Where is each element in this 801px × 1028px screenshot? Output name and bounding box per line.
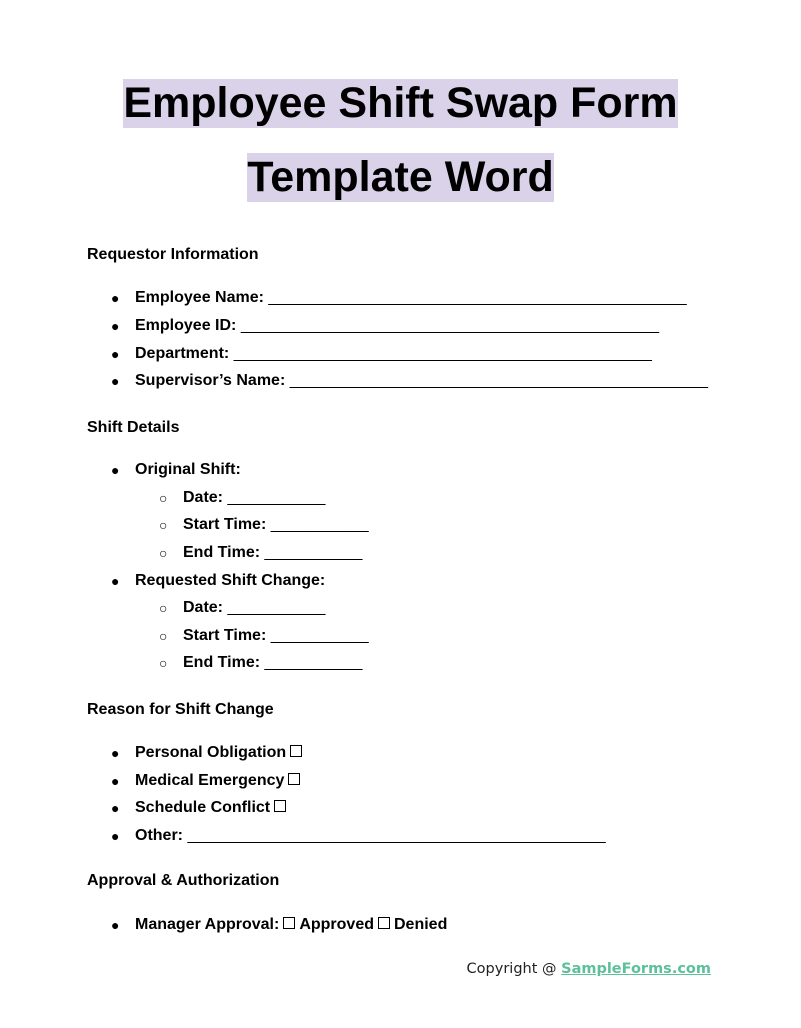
original-shift-label: Original Shift: <box>135 461 241 478</box>
field-label: Date: <box>183 599 224 616</box>
bullet-icon: ● <box>111 917 120 933</box>
original-start-time-field[interactable] <box>183 516 369 534</box>
bullet-icon: ● <box>111 573 120 589</box>
sub-bullet-icon: ○ <box>159 517 168 533</box>
copyright-text: Copyright @ <box>466 961 562 977</box>
section-heading-reason: Reason for Shift Change <box>87 701 274 718</box>
blank-line[interactable]: _______________________________________________ <box>268 289 687 306</box>
requested-start-time-field[interactable] <box>183 627 369 645</box>
bullet-icon: ● <box>111 773 120 789</box>
original-date-field[interactable] <box>183 489 325 507</box>
checkbox[interactable] <box>290 745 302 757</box>
sub-bullet-icon: ○ <box>159 545 168 561</box>
form-title-subtitle: Template Word <box>247 153 554 201</box>
field-label: Department: <box>135 345 230 362</box>
reason-option-personal[interactable] <box>135 744 302 762</box>
sub-bullet-icon: ○ <box>159 600 168 616</box>
field-label: End Time: <box>183 654 261 671</box>
approved-checkbox[interactable] <box>283 917 295 929</box>
blank-line[interactable]: ___________ <box>264 654 363 671</box>
field-label: Other: <box>135 827 183 844</box>
blank-line[interactable]: _______________________________________________ <box>240 317 660 334</box>
bullet-icon: ● <box>111 462 120 478</box>
blank-line[interactable]: _______________________________________________ <box>289 372 708 389</box>
blank-line[interactable]: _______________________________________________ <box>233 345 652 362</box>
section-heading-shift-details: Shift Details <box>87 419 180 436</box>
field-label: Start Time: <box>183 627 267 644</box>
denied-checkbox[interactable] <box>378 917 390 929</box>
original-end-time-field[interactable] <box>183 544 362 562</box>
blank-line[interactable]: ___________ <box>270 627 369 644</box>
bullet-icon: ● <box>111 373 120 389</box>
blank-line[interactable]: ___________ <box>227 489 326 506</box>
field-label: Start Time: <box>183 516 267 533</box>
title-line-1 <box>0 79 801 128</box>
reason-option-medical[interactable] <box>135 772 300 790</box>
blank-line[interactable]: _______________________________________________ <box>187 827 606 844</box>
requested-end-time-field[interactable] <box>183 654 362 672</box>
form-title: Employee Shift Swap Form <box>123 79 678 127</box>
bullet-icon: ● <box>111 318 120 334</box>
option-label: Personal Obligation <box>135 744 287 761</box>
blank-line[interactable]: ___________ <box>264 544 363 561</box>
bullet-icon: ● <box>111 745 120 761</box>
field-label: Employee ID: <box>135 317 237 334</box>
blank-line[interactable]: ___________ <box>270 516 369 533</box>
section-heading-requestor: Requestor Information <box>87 246 259 263</box>
manager-approval-row <box>135 916 447 934</box>
supervisor-name-field[interactable] <box>135 372 708 390</box>
requested-date-field[interactable] <box>183 599 325 617</box>
sub-bullet-icon: ○ <box>159 490 168 506</box>
employee-id-field[interactable] <box>135 317 659 335</box>
requested-shift-label: Requested Shift Change: <box>135 572 326 589</box>
blank-line[interactable]: ___________ <box>227 599 326 616</box>
field-label: Supervisor’s Name: <box>135 372 286 389</box>
approved-label: Approved <box>299 916 374 933</box>
reason-option-schedule[interactable] <box>135 799 286 817</box>
section-heading-approval: Approval & Authorization <box>87 872 280 889</box>
field-label: End Time: <box>183 544 261 561</box>
field-label: Manager Approval: <box>135 916 280 933</box>
field-label: Employee Name: <box>135 289 264 306</box>
bullet-icon: ● <box>111 800 120 816</box>
sub-bullet-icon: ○ <box>159 628 168 644</box>
bullet-icon: ● <box>111 346 120 362</box>
department-field[interactable] <box>135 345 652 363</box>
bullet-icon: ● <box>111 290 120 306</box>
brand-link[interactable]: SampleForms.com <box>561 961 711 977</box>
employee-name-field[interactable] <box>135 289 687 307</box>
field-label: Date: <box>183 489 224 506</box>
bullet-icon: ● <box>111 828 120 844</box>
checkbox[interactable] <box>274 800 286 812</box>
title-line-2 <box>0 153 801 202</box>
denied-label: Denied <box>394 916 448 933</box>
sub-bullet-icon: ○ <box>159 655 168 671</box>
option-label: Schedule Conflict <box>135 799 271 816</box>
footer-copyright <box>467 961 711 977</box>
option-label: Medical Emergency <box>135 772 285 789</box>
checkbox[interactable] <box>288 773 300 785</box>
reason-other-field[interactable] <box>135 827 606 845</box>
